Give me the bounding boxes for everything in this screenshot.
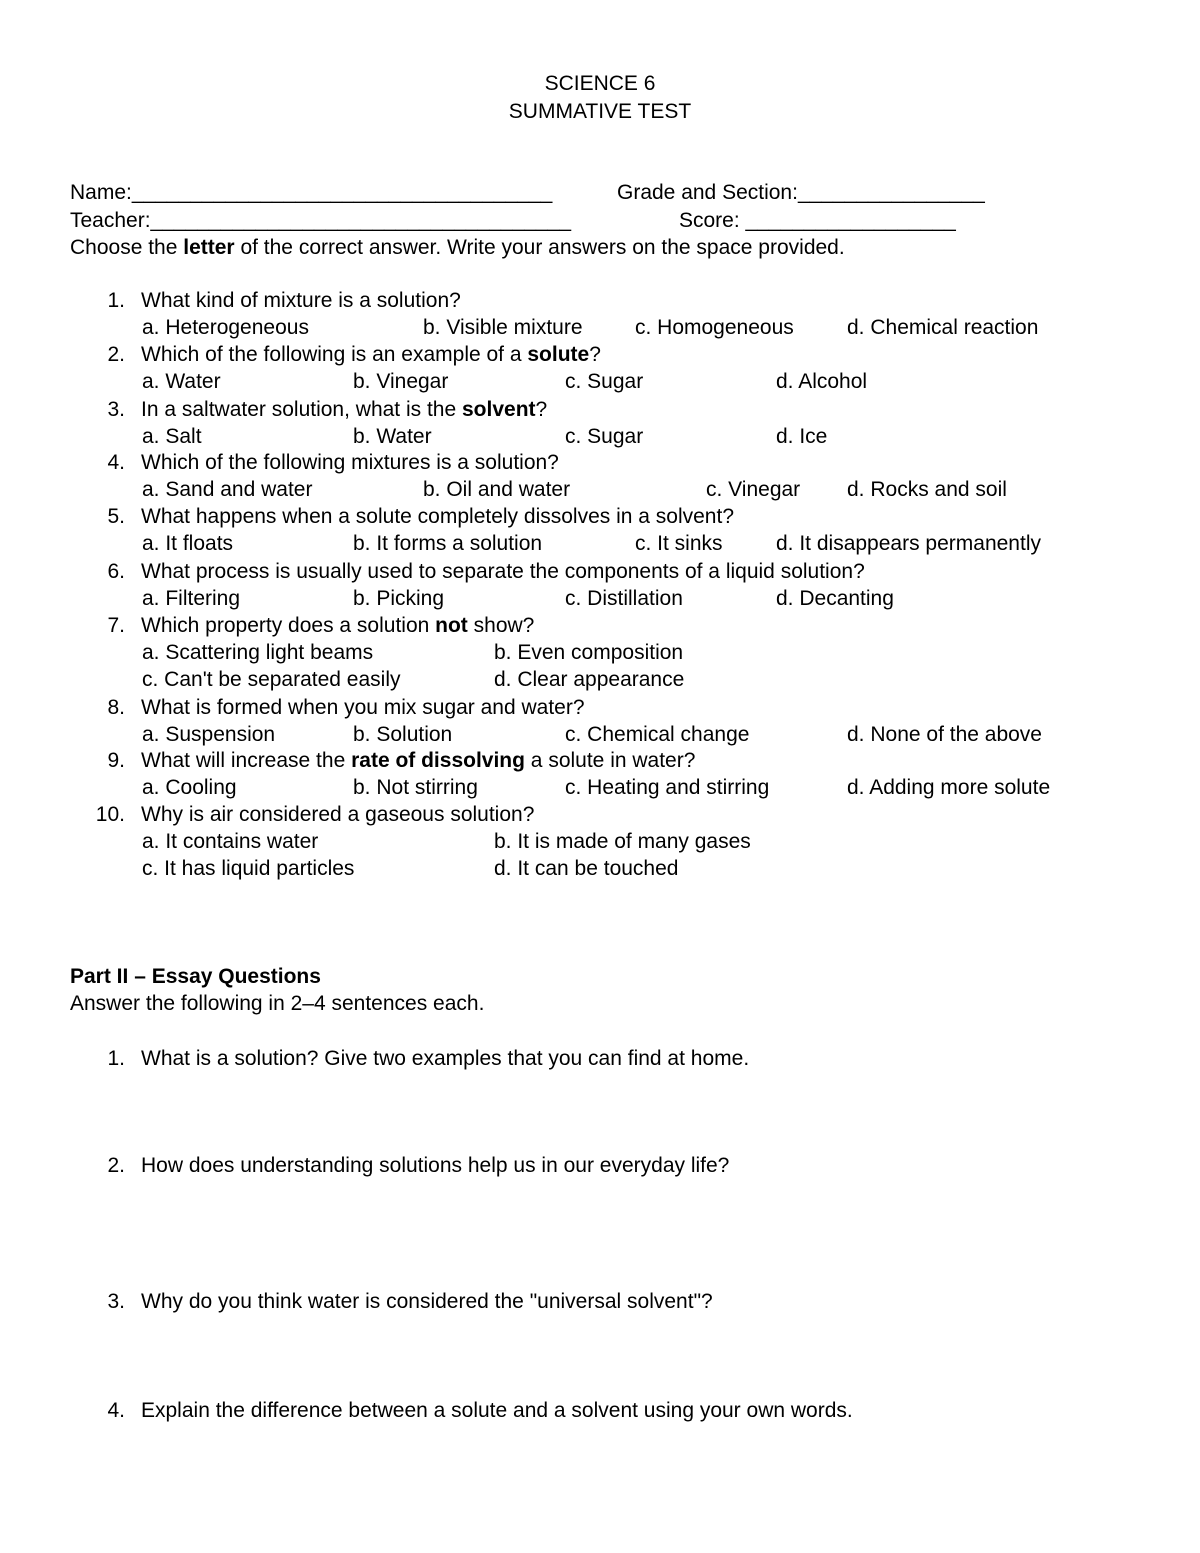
answer-choice[interactable]: d. It can be touched bbox=[494, 857, 679, 880]
answer-choice[interactable]: a. It contains water bbox=[142, 830, 319, 853]
question-text bbox=[141, 342, 601, 368]
question-text-part: What will increase the bbox=[141, 749, 352, 772]
part1-instructions: Choose the letter of the correct answer. Write your answers on the space provided. bbox=[70, 236, 845, 259]
grade-section-blank: ________________ bbox=[797, 181, 985, 204]
answer-choice[interactable]: a. Heterogeneous bbox=[142, 316, 309, 339]
essay-question-text: What is a solution? Give two examples that you can find at home. bbox=[141, 1047, 750, 1070]
question-number: 5. bbox=[107, 505, 125, 528]
answer-choice[interactable]: d. Adding more solute bbox=[847, 776, 1051, 799]
question-keyword: solute bbox=[527, 343, 590, 366]
question-text-part: ? bbox=[589, 343, 601, 366]
answer-choice[interactable]: d. Clear appearance bbox=[494, 668, 685, 691]
answer-choice[interactable]: b. Vinegar bbox=[353, 370, 449, 393]
question-text bbox=[141, 748, 695, 774]
question-text-part: In a saltwater solution, what is the bbox=[141, 398, 462, 421]
answer-choice[interactable]: d. Chemical reaction bbox=[847, 316, 1039, 339]
question-text-part: show? bbox=[467, 614, 535, 637]
question-text bbox=[141, 450, 559, 476]
answer-choice[interactable]: d. Ice bbox=[776, 425, 828, 448]
essay-number: 4. bbox=[107, 1399, 125, 1422]
answer-choice[interactable]: a. Sand and water bbox=[142, 478, 313, 501]
question-text-part: Which of the following mixtures is a solution? bbox=[141, 451, 559, 474]
teacher-blank: ____________________________________ bbox=[150, 209, 571, 232]
question-text bbox=[141, 695, 585, 721]
answer-choice[interactable]: a. Scattering light beams bbox=[142, 641, 374, 664]
answer-choice[interactable]: a. Water bbox=[142, 370, 221, 393]
answer-choice[interactable]: d. Decanting bbox=[776, 587, 894, 610]
answer-choice[interactable]: b. Not stirring bbox=[353, 776, 478, 799]
answer-choice[interactable]: c. Sugar bbox=[565, 425, 644, 448]
answer-choice[interactable]: a. Cooling bbox=[142, 776, 237, 799]
answer-choice[interactable]: c. Vinegar bbox=[706, 478, 801, 501]
essay-number: 2. bbox=[107, 1154, 125, 1177]
question-text-part: Which of the following is an example of a bbox=[141, 343, 528, 366]
question-keyword: not bbox=[435, 614, 468, 637]
answer-choice[interactable]: b. Oil and water bbox=[423, 478, 571, 501]
question-keyword: solvent bbox=[462, 398, 536, 421]
answer-choice[interactable]: b. Picking bbox=[353, 587, 445, 610]
essay-number: 3. bbox=[107, 1290, 125, 1313]
answer-choice[interactable]: c. Chemical change bbox=[565, 723, 750, 746]
question-text-part: What is formed when you mix sugar and water? bbox=[141, 696, 585, 719]
answer-choice[interactable]: c. Homogeneous bbox=[635, 316, 794, 339]
essay-question-text: Why do you think water is considered the "universal solvent"? bbox=[141, 1290, 713, 1313]
teacher-field[interactable] bbox=[70, 208, 571, 234]
question-number: 10. bbox=[95, 803, 125, 826]
question-keyword: rate of dissolving bbox=[351, 749, 525, 772]
essay-question-text: How does understanding solutions help us in our everyday life? bbox=[141, 1154, 730, 1177]
question-number: 4. bbox=[107, 451, 125, 474]
grade-section-label: Grade and Section: bbox=[617, 181, 798, 204]
name-blank: ____________________________________ bbox=[131, 181, 553, 204]
part2-instructions: Answer the following in 2–4 sentences each. bbox=[70, 992, 485, 1015]
question-text bbox=[141, 559, 865, 585]
question-number: 6. bbox=[107, 560, 125, 583]
question-text bbox=[141, 802, 534, 828]
question-number: 8. bbox=[107, 696, 125, 719]
answer-choice[interactable]: b. It is made of many gases bbox=[494, 830, 751, 853]
answer-choice[interactable]: c. Can't be separated easily bbox=[142, 668, 401, 691]
answer-choice[interactable]: d. None of the above bbox=[847, 723, 1042, 746]
answer-choice[interactable]: c. Sugar bbox=[565, 370, 644, 393]
teacher-label: Teacher: bbox=[70, 209, 151, 232]
answer-choice[interactable]: c. It sinks bbox=[635, 532, 723, 555]
name-label: Name: bbox=[70, 181, 132, 204]
score-field[interactable] bbox=[679, 208, 956, 234]
question-number: 9. bbox=[107, 749, 125, 772]
page-title: SCIENCE 6 bbox=[544, 72, 656, 95]
answer-choice[interactable]: d. It disappears permanently bbox=[776, 532, 1041, 555]
question-number: 7. bbox=[107, 614, 125, 637]
score-blank: __________________ bbox=[739, 209, 956, 232]
question-number: 2. bbox=[107, 343, 125, 366]
answer-choice[interactable]: a. Suspension bbox=[142, 723, 276, 746]
answer-choice[interactable]: c. It has liquid particles bbox=[142, 857, 355, 880]
question-text-part: a solute in water? bbox=[524, 749, 696, 772]
answer-choice[interactable]: b. It forms a solution bbox=[353, 532, 543, 555]
name-field[interactable] bbox=[70, 180, 552, 206]
question-text bbox=[141, 288, 461, 314]
question-text-part: What happens when a solute completely dissolves in a solvent? bbox=[141, 505, 735, 528]
answer-choice[interactable]: a. It floats bbox=[142, 532, 234, 555]
question-number: 1. bbox=[107, 289, 125, 312]
question-text-part: ? bbox=[535, 398, 548, 421]
answer-choice[interactable]: a. Salt bbox=[142, 425, 202, 448]
answer-choice[interactable]: b. Solution bbox=[353, 723, 453, 746]
essay-question-text: Explain the difference between a solute and a solvent using your own words. bbox=[141, 1399, 853, 1422]
question-text-part: Why is air considered a gaseous solution? bbox=[141, 803, 535, 826]
question-text-part: What kind of mixture is a solution? bbox=[141, 289, 461, 312]
page-subtitle: SUMMATIVE TEST bbox=[508, 100, 692, 123]
question-number: 3. bbox=[107, 398, 125, 421]
instructions-bold: letter bbox=[183, 236, 235, 259]
question-text bbox=[141, 504, 734, 530]
answer-choice[interactable]: c. Distillation bbox=[565, 587, 683, 610]
answer-choice[interactable]: c. Heating and stirring bbox=[565, 776, 770, 799]
answer-choice[interactable]: b. Even composition bbox=[494, 641, 684, 664]
question-text-part: Which property does a solution bbox=[141, 614, 436, 637]
grade-section-field[interactable] bbox=[617, 180, 985, 206]
answer-choice[interactable]: a. Filtering bbox=[142, 587, 241, 610]
part2-heading: Part II – Essay Questions bbox=[70, 965, 321, 988]
answer-choice[interactable]: d. Rocks and soil bbox=[847, 478, 1007, 501]
answer-choice[interactable]: d. Alcohol bbox=[776, 370, 868, 393]
score-label: Score: bbox=[679, 209, 740, 232]
question-text bbox=[141, 397, 547, 423]
answer-choice[interactable]: b. Water bbox=[353, 425, 432, 448]
question-text bbox=[141, 613, 534, 639]
answer-choice[interactable]: b. Visible mixture bbox=[423, 316, 583, 339]
question-text-part: What process is usually used to separate the components of a liquid solution? bbox=[141, 560, 865, 583]
essay-number: 1. bbox=[107, 1047, 125, 1070]
